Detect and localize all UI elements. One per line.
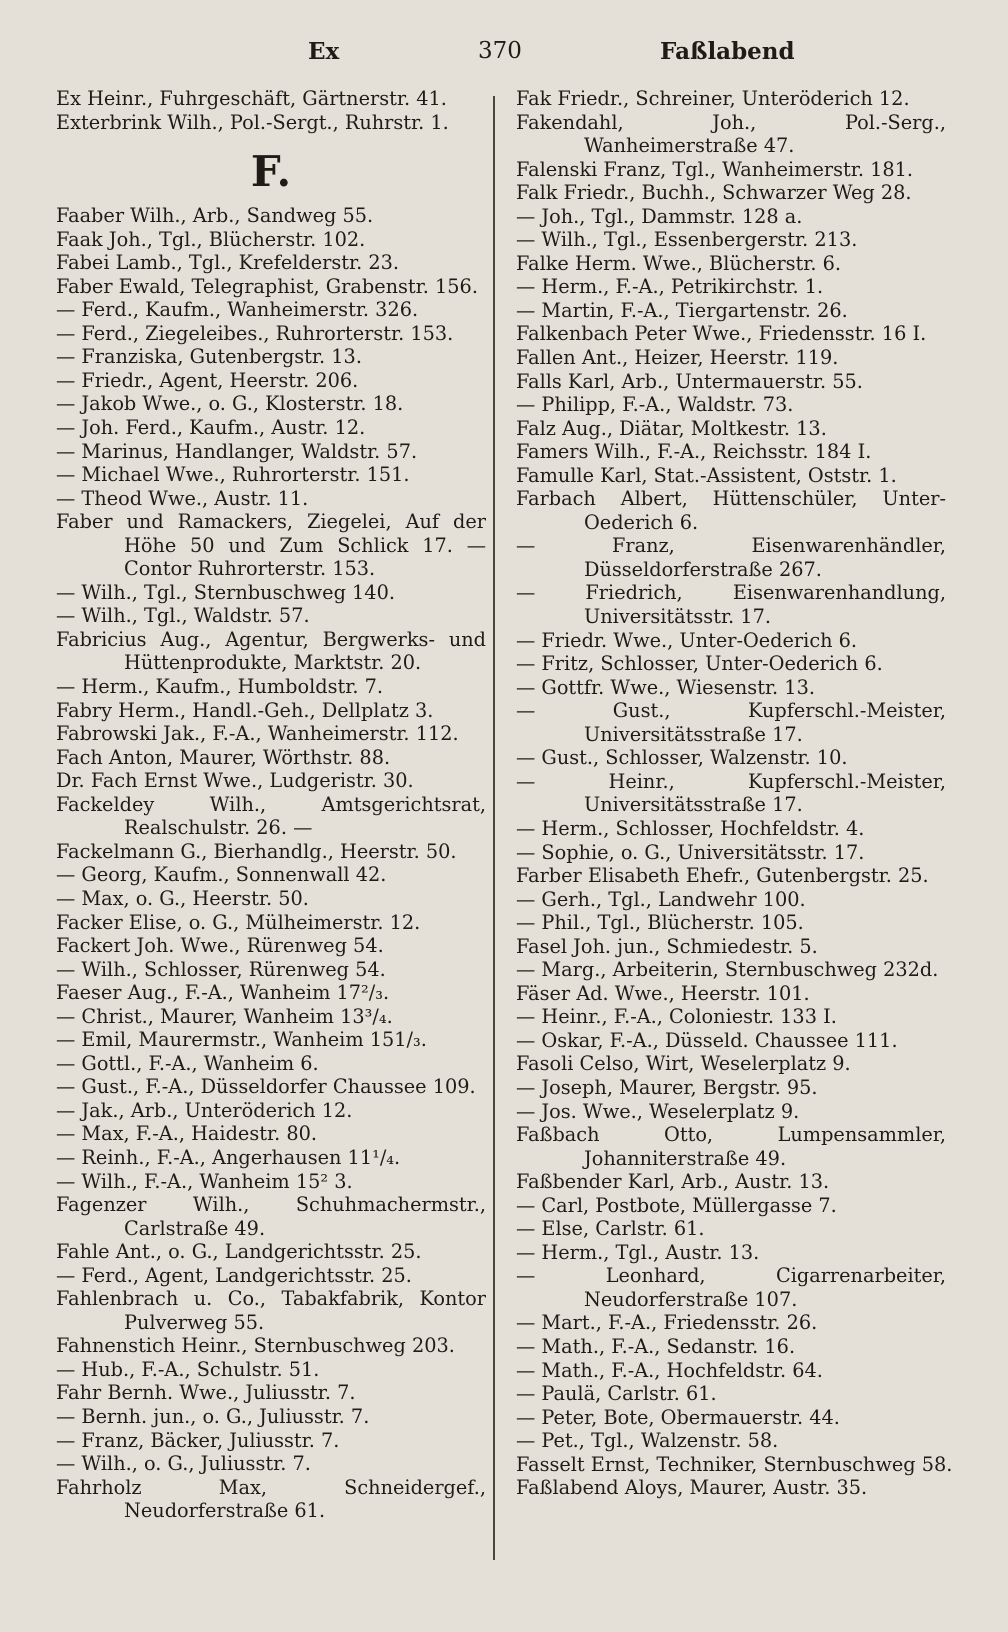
directory-entry: Falenski Franz, Tgl., Wanheimerstr. 181. (516, 157, 914, 181)
directory-entry: — Herm., F.-A., Petrikirchstr. 1. (516, 275, 824, 299)
directory-entry: Fahle Ant., o. G., Landgerichtsstr. 25. (56, 1240, 422, 1264)
directory-entry: — Paulä, Carlstr. 61. (516, 1382, 717, 1406)
directory-entry: — Friedr. Wwe., Unter-Oederich 6. (516, 628, 858, 652)
directory-entry: — Fritz, Schlosser, Unter-Oederich 6. (516, 652, 883, 676)
directory-entry: — Oskar, F.-A., Düsseld. Chaussee 111. (516, 1028, 898, 1052)
directory-entry: — Philipp, F.-A., Waldstr. 73. (516, 393, 794, 417)
directory-entry: Fak Friedr., Schreiner, Unteröderich 12. (516, 87, 910, 110)
directory-entry: — Gerh., Tgl., Landwehr 100. (516, 887, 806, 911)
directory-entry: Fahlenbrach u. Co., Tabakfabrik, Kontor Pulverweg 55. (56, 1287, 486, 1334)
directory-entry: — Wilh., Tgl., Sternbuschweg 140. (56, 580, 395, 604)
directory-entry: Fasselt Ernst, Techniker, Sternbuschweg 58. (516, 1452, 953, 1476)
directory-entry: — Friedr., Agent, Heerstr. 206. (56, 368, 359, 392)
directory-entry: Fäser Ad. Wwe., Heerstr. 101. (516, 981, 810, 1005)
directory-entry: — Jos. Wwe., Weselerplatz 9. (516, 1099, 800, 1123)
directory-entry: — Else, Carlstr. 61. (516, 1217, 705, 1241)
directory-entry: Farbach Albert, Hüttenschüler, Unter-Oederich 6. (516, 487, 946, 534)
directory-entry: Famers Wilh., F.-A., Reichsstr. 184 I. (516, 440, 872, 464)
directory-entry: — Ferd., Agent, Landgerichtsstr. 25. (56, 1263, 412, 1287)
directory-entry: — Bernh. jun., o. G., Juliusstr. 7. (56, 1404, 370, 1428)
directory-entry: Faber und Ramackers, Ziegelei, Auf der Höhe 50 und Zum Schlick 17. — Contor Ruhrorterstr. 153. (56, 510, 486, 581)
directory-entry: — Herm., Kaufm., Humboldstr. 7. (56, 675, 384, 699)
directory-entry: — Wilh., Schlosser, Rürenweg 54. (56, 957, 386, 981)
directory-entry: — Carl, Postbote, Müllergasse 7. (516, 1193, 837, 1217)
directory-entry: Fabrowski Jak., F.-A., Wanheimerstr. 112. (56, 722, 459, 746)
directory-entry: — Gottl., F.-A., Wanheim 6. (56, 1051, 319, 1075)
header-right-keyword: Faßlabend (660, 38, 795, 65)
directory-entry: Faaber Wilh., Arb., Sandweg 55. (56, 204, 374, 228)
section-letter: F. (250, 147, 292, 197)
directory-entry: — Mart., F.-A., Friedensstr. 26. (516, 1311, 818, 1335)
directory-entry: — Max, o. G., Heerstr. 50. (56, 886, 309, 910)
directory-entry: — Emil, Maurermstr., Wanheim 151/₃. (56, 1028, 427, 1052)
directory-entry: Fackeldey Wilh., Amtsgerichtsrat, Realschulstr. 26. — (56, 792, 486, 840)
directory-entry: — Martin, F.-A., Tiergartenstr. 26. (516, 298, 848, 322)
directory-entry: — Pet., Tgl., Walzenstr. 58. (516, 1429, 779, 1453)
directory-entry: Dr. Fach Ernst Wwe., Ludgeristr. 30. (56, 769, 414, 793)
directory-entry: — Hub., F.-A., Schulstr. 51. (56, 1357, 320, 1381)
directory-entry: — Franziska, Gutenbergstr. 13. (56, 345, 362, 369)
left-column (56, 87, 486, 1523)
directory-entry: Ex Heinr., Fuhrgeschäft, Gärtnerstr. 41. (56, 87, 447, 110)
directory-entry: Fach Anton, Maurer, Wörthstr. 88. (56, 745, 391, 769)
directory-entry: — Marinus, Handlanger, Waldstr. 57. (56, 439, 418, 463)
directory-entry: Fahnenstich Heinr., Sternbuschweg 203. (56, 1334, 455, 1358)
directory-entry: — Herm., Schlosser, Hochfeldstr. 4. (516, 816, 865, 840)
directory-entry: Fakendahl, Joh., Pol.-Serg., Wanheimerstraße 47. (516, 110, 946, 158)
directory-entry: — Gust., Kupferschl.-Meister, Universitätsstraße 17. (516, 699, 946, 746)
directory-entry: — Jak., Arb., Unteröderich 12. (56, 1098, 353, 1122)
directory-entry: — Sophie, o. G., Universitätsstr. 17. (516, 840, 865, 864)
directory-entry: — Heinr., Kupferschl.-Meister, Universitätsstraße 17. (516, 769, 946, 817)
directory-entry: — Herm., Tgl., Austr. 13. (516, 1240, 760, 1264)
directory-entry: — Jakob Wwe., o. G., Klosterstr. 18. (56, 392, 404, 416)
directory-entry: — Ferd., Ziegeleibes., Ruhrorterstr. 153. (56, 321, 454, 345)
right-column (516, 87, 953, 1500)
directory-entry: — Max, F.-A., Haidestr. 80. (56, 1122, 318, 1146)
directory-entry: Fabei Lamb., Tgl., Krefelderstr. 23. (56, 251, 400, 275)
directory-entry: — Math., F.-A., Hochfeldstr. 64. (516, 1358, 823, 1382)
directory-entry: — Christ., Maurer, Wanheim 13³/₄. (56, 1004, 393, 1028)
directory-entry: Fabricius Aug., Agentur, Bergwerks- und Hüttenprodukte, Marktstr. 20. (56, 627, 486, 675)
directory-entry: Fahrholz Max, Schneidergef., Neudorferstraße 61. (56, 1475, 486, 1523)
column-divider (493, 96, 495, 1560)
directory-entry: Fagenzer Wilh., Schuhmachermstr., Carlstraße 49. (56, 1193, 486, 1240)
directory-entry: Fackelmann G., Bierhandlg., Heerstr. 50. (56, 839, 457, 863)
directory-entry: — Franz, Bäcker, Juliusstr. 7. (56, 1428, 340, 1452)
directory-entry: — Leonhard, Cigarrenarbeiter, Neudorferstraße 107. (516, 1264, 946, 1311)
directory-entry: Facker Elise, o. G., Mülheimerstr. 12. (56, 910, 421, 934)
directory-entry: — Phil., Tgl., Blücherstr. 105. (516, 911, 804, 935)
directory-entry: Faßlabend Aloys, Maurer, Austr. 35. (516, 1476, 868, 1500)
directory-entry: Faak Joh., Tgl., Blücherstr. 102. (56, 227, 366, 251)
directory-entry: Faeser Aug., F.-A., Wanheim 17²/₃. (56, 981, 390, 1005)
header-left-keyword: Ex (308, 38, 340, 65)
directory-entry: — Wilh., Tgl., Essenbergerstr. 213. (516, 228, 858, 252)
directory-entry: — Gottfr. Wwe., Wiesenstr. 13. (516, 675, 815, 699)
directory-entry: Faßbach Otto, Lumpensammler, Johanniterstraße 49. (516, 1123, 946, 1170)
directory-entry: Fallen Ant., Heizer, Heerstr. 119. (516, 346, 839, 370)
directory-entry: — Ferd., Kaufm., Wanheimerstr. 326. (56, 298, 419, 322)
directory-entry: — Gust., Schlosser, Walzenstr. 10. (516, 746, 848, 770)
directory-entry: — Wilh., F.-A., Wanheim 15² 3. (56, 1169, 353, 1193)
directory-entry: Farber Elisabeth Ehefr., Gutenbergstr. 25. (516, 864, 929, 888)
page-number: 370 (478, 38, 522, 64)
directory-entry: — Friedrich, Eisenwarenhandlung, Universitätsstr. 17. (516, 581, 946, 629)
directory-entry: — Joseph, Maurer, Bergstr. 95. (516, 1075, 818, 1099)
directory-entry: Faßbender Karl, Arb., Austr. 13. (516, 1170, 830, 1194)
directory-entry: — Theod Wwe., Austr. 11. (56, 486, 309, 510)
directory-entry: — Wilh., Tgl., Waldstr. 57. (56, 604, 310, 628)
directory-entry: Exterbrink Wilh., Pol.-Sergt., Ruhrstr. 1. (56, 110, 449, 134)
directory-entry: Famulle Karl, Stat.-Assistent, Oststr. 1. (516, 463, 897, 487)
directory-entry: — Franz, Eisenwarenhändler, Düsseldorferstraße 267. (516, 534, 946, 581)
directory-entry: — Joh., Tgl., Dammstr. 128 a. (516, 204, 803, 228)
directory-entry: Fackert Joh. Wwe., Rürenweg 54. (56, 934, 384, 958)
directory-entry: — Georg, Kaufm., Sonnenwall 42. (56, 863, 387, 887)
directory-entry: — Heinr., F.-A., Coloniestr. 133 I. (516, 1005, 837, 1029)
directory-entry: — Marg., Arbeiterin, Sternbuschweg 232d. (516, 958, 939, 982)
directory-entry: Fabry Herm., Handl.-Geh., Dellplatz 3. (56, 698, 434, 722)
directory-entry: — Math., F.-A., Sedanstr. 16. (516, 1334, 796, 1358)
directory-entry: Faber Ewald, Telegraphist, Grabenstr. 156. (56, 274, 478, 298)
directory-entry: Falls Karl, Arb., Untermauerstr. 55. (516, 369, 863, 393)
directory-entry: — Joh. Ferd., Kaufm., Austr. 12. (56, 416, 366, 440)
directory-entry: — Wilh., o. G., Juliusstr. 7. (56, 1452, 311, 1476)
directory-entry: Fahr Bernh. Wwe., Juliusstr. 7. (56, 1381, 356, 1405)
directory-entry: — Gust., F.-A., Düsseldorfer Chaussee 109. (56, 1075, 476, 1099)
directory-entry: — Reinh., F.-A., Angerhausen 11¹/₄. (56, 1145, 401, 1169)
directory-entry: Fasoli Celso, Wirt, Weselerplatz 9. (516, 1052, 851, 1076)
directory-entry: Falkenbach Peter Wwe., Friedensstr. 16 I. (516, 322, 927, 346)
directory-entry: — Michael Wwe., Ruhrorterstr. 151. (56, 463, 410, 487)
directory-entry: Falz Aug., Diätar, Moltkestr. 13. (516, 416, 827, 440)
directory-entry: Fasel Joh. jun., Schmiedestr. 5. (516, 934, 818, 958)
directory-entry: Falke Herm. Wwe., Blücherstr. 6. (516, 251, 842, 275)
directory-entry: Falk Friedr., Buchh., Schwarzer Weg 28. (516, 181, 912, 205)
directory-entry: — Peter, Bote, Obermauerstr. 44. (516, 1405, 840, 1429)
